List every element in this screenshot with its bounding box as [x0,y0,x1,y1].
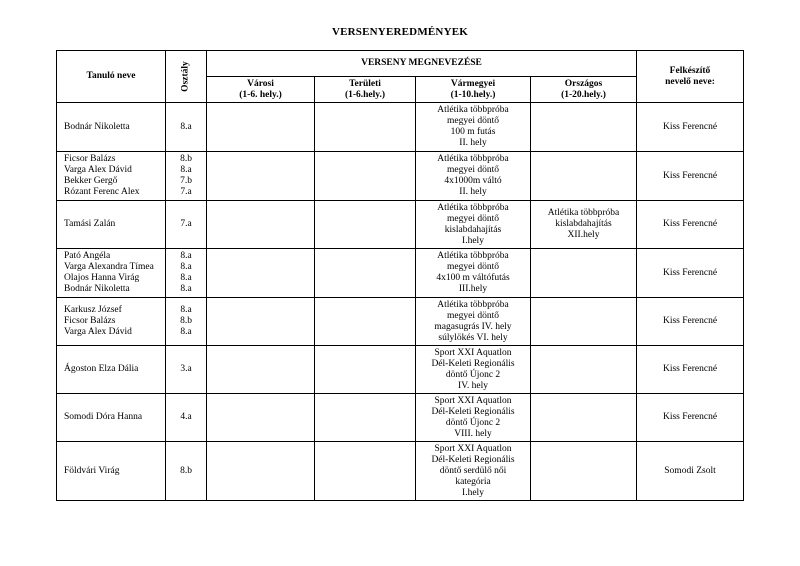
class-cell [166,442,207,501]
class-cell-line: 7.a [180,219,192,229]
varmegyei-cell [416,103,531,152]
varmegyei-cell-line: megyei döntő [447,213,499,224]
varosi-cell [207,201,315,249]
orszagos-cell [531,442,637,501]
level-range: (1-10.hely.) [450,89,496,100]
varmegyei-cell-line: VIII. hely [454,428,492,439]
varmegyei-cell-line: súlylökés VI. hely [438,332,508,343]
varmegyei-cell-line: Atlétika többpróba [437,154,509,164]
student-names-cell-line: Ágoston Elza Dália [64,364,139,374]
student-names-cell [57,442,166,501]
varmegyei-cell-line: magasugrás IV. hely [434,321,512,332]
varmegyei-cell-line: megyei döntő [447,165,499,175]
varmegyei-cell-line: Atlétika többpróba [437,105,509,115]
header-level-orszagos [531,77,637,103]
class-cell [166,249,207,298]
orszagos-cell [531,201,637,249]
varmegyei-cell-line: II. hely [459,138,487,148]
class-cell-line: 7.b [180,176,192,186]
varmegyei-cell-line: döntő serdülő női [439,465,507,476]
table-row [57,249,744,298]
level-name: Városi [247,78,274,89]
student-names-cell [57,394,166,442]
class-cell-line: 8.a [180,262,192,272]
varmegyei-cell-line: Dél-Keleti Regionális [431,358,515,369]
varmegyei-cell-line: 4x1000m váltó [444,176,502,186]
class-cell [166,152,207,201]
varmegyei-cell-line: I.hely [462,235,484,246]
class-cell-line: 8.b [180,316,192,326]
class-cell [166,346,207,394]
varmegyei-cell-line: 4x100 m váltófutás [436,273,510,283]
varmegyei-cell-line: III.hely [458,284,488,294]
student-names-cell-line: Bodnár Nikoletta [64,284,130,294]
class-cell-line: 8.b [180,465,192,476]
level-name: Területi [349,78,381,89]
student-names-cell-line: Olajos Hanna Virág [64,273,140,283]
level-range: (1-6. hely.) [239,89,282,100]
student-names-cell-line: Pató Angéla [64,251,111,261]
teacher-cell: Kiss Ferencné [637,152,744,201]
student-names-cell [57,298,166,346]
student-names-cell [57,201,166,249]
class-cell-line: 8.a [180,121,192,132]
table-row [57,103,744,152]
page-title: VERSENYEREDMÉNYEK [331,26,469,38]
student-names-cell-line: Bekker Gergő [64,176,118,186]
orszagos-cell [531,103,637,152]
teruleti-cell [315,249,416,298]
varosi-cell [207,394,315,442]
varmegyei-cell-line: döntő Újonc 2 [445,417,501,428]
class-cell-line: 8.a [180,165,192,175]
varmegyei-cell-line: Dél-Keleti Regionális [431,454,515,465]
student-names-cell [57,152,166,201]
teruleti-cell [315,103,416,152]
orszagos-cell [531,298,637,346]
orszagos-cell [531,249,637,298]
class-cell-line: 8.b [180,154,192,164]
varmegyei-cell-line: Dél-Keleti Regionális [431,406,515,417]
header-level-varmegyei [416,77,531,103]
varmegyei-cell [416,201,531,249]
varmegyei-cell [416,298,531,346]
header-class [166,51,207,103]
teacher-cell: Kiss Ferencné [637,346,744,394]
teacher-cell: Somodi Zsolt [637,442,744,501]
varmegyei-cell-line: Sport XXI Aquatlon [434,347,512,358]
class-cell-line: 8.a [180,284,192,294]
varmegyei-cell-line: IV. hely [458,380,488,391]
table-row [57,298,744,346]
varmegyei-cell-line: kategória [455,476,491,487]
level-range: (1-20.hely.) [561,89,606,100]
class-cell-line: 7.a [180,187,192,197]
varosi-cell [207,298,315,346]
header-class-label: Osztály [180,61,191,92]
class-cell-line: 4.a [180,412,192,422]
varmegyei-cell-line: Atlétika többpróba [437,202,509,213]
class-cell-line: 3.a [180,364,192,374]
header-teacher [637,51,744,103]
student-names-cell-line: Varga Alexandra Tímea [64,262,154,272]
orszagos-cell [531,152,637,201]
orszagos-cell-line: XII.hely [567,230,600,240]
teruleti-cell [315,201,416,249]
varmegyei-cell-line: Sport XXI Aquatlon [434,395,512,406]
table-row [57,394,744,442]
table-row [57,346,744,394]
student-names-cell-line: Ficsor Balázs [64,154,116,164]
varmegyei-cell-line: megyei döntő [447,116,499,126]
student-names-cell-line: Ficsor Balázs [64,316,116,326]
teruleti-cell [315,346,416,394]
varosi-cell [207,249,315,298]
varmegyei-cell [416,249,531,298]
student-names-cell-line: Földvári Virág [64,465,120,476]
student-names-cell-line: Karkusz József [64,305,122,315]
varmegyei-cell-line: I.hely [462,487,484,498]
varmegyei-cell-line: döntő Újonc 2 [445,369,501,380]
results-table [56,50,744,501]
class-cell [166,394,207,442]
orszagos-cell-line: Atlétika többpróba [547,208,620,218]
class-cell-line: 8.a [180,305,192,315]
class-cell [166,201,207,249]
teruleti-cell [315,152,416,201]
student-names-cell [57,103,166,152]
varosi-cell [207,152,315,201]
table-row [57,442,744,501]
varosi-cell [207,346,315,394]
teruleti-cell [315,442,416,501]
student-names-cell-line: Bodnár Nikoletta [64,121,130,132]
results-body [57,103,744,501]
class-cell-line: 8.a [180,273,192,283]
student-names-cell-line: Rózant Ferenc Alex [64,187,140,197]
header-competition: VERSENY MEGNEVEZÉSE [207,51,637,77]
teruleti-cell [315,298,416,346]
class-cell-line: 8.a [180,327,192,337]
varmegyei-cell-line: kislabdahajítás [444,224,502,235]
level-name: Vármegyei [450,78,496,89]
teacher-cell: Kiss Ferencné [637,103,744,152]
student-names-cell [57,346,166,394]
varosi-cell [207,103,315,152]
teacher-cell: Kiss Ferencné [637,298,744,346]
class-cell [166,298,207,346]
class-cell-line: 8.a [180,251,192,261]
table-row [57,152,744,201]
header-teacher-line1: Felkészítő [669,65,711,76]
varmegyei-cell-line: Sport XXI Aquatlon [434,443,512,454]
varmegyei-cell-line: II. hely [459,187,487,197]
level-name: Országos [564,78,603,89]
orszagos-cell-line: kislabdahajítás [555,219,612,229]
student-names-cell-line: Varga Alex Dávid [64,327,132,337]
varmegyei-cell [416,394,531,442]
header-student-name: Tanuló neve [57,51,166,103]
teruleti-cell [315,394,416,442]
varmegyei-cell [416,152,531,201]
table-row [57,201,744,249]
varmegyei-cell-line: Atlétika többpróba [437,299,509,310]
varmegyei-cell-line: megyei döntő [447,310,499,321]
student-names-cell-line: Somodi Dóra Hanna [64,412,143,422]
header-level-teruleti [315,77,416,103]
varmegyei-cell-line: 100 m futás [450,127,496,137]
orszagos-cell [531,346,637,394]
teacher-cell: Kiss Ferencné [637,201,744,249]
class-cell [166,103,207,152]
varosi-cell [207,442,315,501]
teacher-cell: Kiss Ferencné [637,249,744,298]
varmegyei-cell [416,442,531,501]
student-names-cell-line: Tamási Zalán [64,219,116,229]
header-level-varosi [207,77,315,103]
header-teacher-line2: nevelő neve: [665,76,715,87]
teacher-cell: Kiss Ferencné [637,394,744,442]
level-range: (1-6.hely.) [344,89,386,100]
varmegyei-cell-line: Atlétika többpróba [437,251,509,261]
student-names-cell-line: Varga Alex Dávid [64,165,132,175]
orszagos-cell [531,394,637,442]
varmegyei-cell-line: megyei döntő [447,262,499,272]
varmegyei-cell [416,346,531,394]
student-names-cell [57,249,166,298]
